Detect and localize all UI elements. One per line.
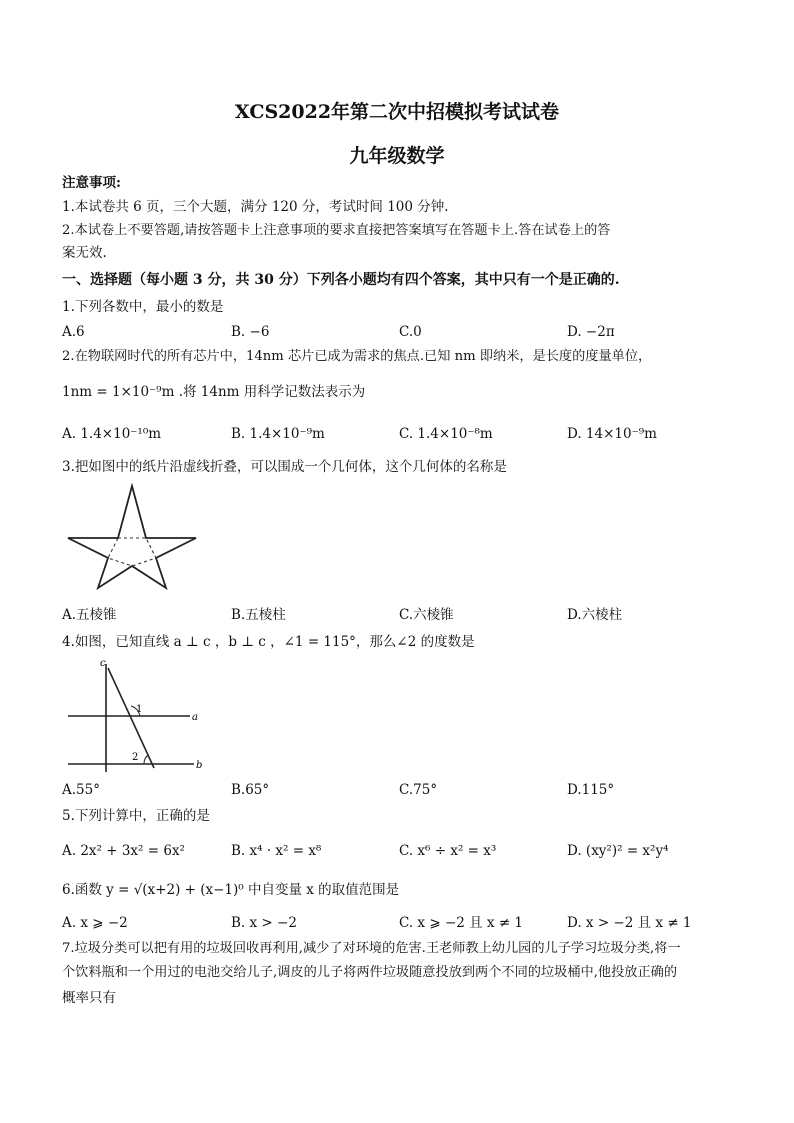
q2-option-d: D. 14×10⁻⁹m <box>567 426 657 442</box>
notice-item-2-line-2: 案无效. <box>62 245 107 261</box>
q2-option-b: B. 1.4×10⁻⁹m <box>231 426 325 442</box>
q3-option-d: D.六棱柱 <box>567 607 623 623</box>
q6-option-b: B. x > −2 <box>231 915 297 931</box>
q5-stem: 5.下列计算中，正确的是 <box>62 808 210 824</box>
q1-option-c: C.0 <box>399 324 422 340</box>
q7-line-1: 7.垃圾分类可以把有用的垃圾回收再利用,减少了对环境的危害.王老师教上幼儿园的儿子学习垃圾分类,将一 <box>62 941 681 956</box>
q5-option-a: A. 2x² + 3x² = 6x² <box>62 843 185 859</box>
q7-line-3: 概率只有 <box>62 990 116 1006</box>
label-angle-1: 1 <box>136 704 143 715</box>
q1-option-d: D. −2π <box>567 324 615 340</box>
q7-line-2: 个饮料瓶和一个用过的电池交给儿子,调皮的儿子将两件垃圾随意投放到两个不同的垃圾桶中,他投放正确的 <box>62 965 678 980</box>
notice-item-1: 1.本试卷共 6 页，三个大题，满分 120 分，考试时间 100 分钟. <box>62 199 449 215</box>
exam-subtitle: 九年级数学 <box>349 145 445 167</box>
star-net-figure <box>64 480 204 592</box>
q5-option-d: D. (xy²)² = x²y⁴ <box>567 843 669 859</box>
q1-stem: 1.下列各数中，最小的数是 <box>62 299 224 315</box>
q2-option-c: C. 1.4×10⁻⁸m <box>399 426 493 442</box>
q3-option-c: C.六棱锥 <box>399 607 454 623</box>
q6-option-c: C. x ⩾ −2 且 x ≠ 1 <box>399 915 524 931</box>
pentagon-dashed <box>108 538 156 566</box>
q2-option-a: A. 1.4×10⁻¹⁰m <box>62 426 162 442</box>
q5-option-b: B. x⁴ · x² = x⁸ <box>231 843 322 859</box>
notice-item-2-line-1: 2.本试卷上不要答题,请按答题卡上注意事项的要求直接把答案填写在答题卡上.答在试卷上的答 <box>62 223 611 238</box>
label-a: a <box>192 712 198 723</box>
q6-stem: 6.函数 y = √(x+2) + (x−1)⁰ 中自变量 x 的取值范围是 <box>62 882 400 898</box>
exam-title: XCS2022年第二次中招模拟考试试卷 <box>234 101 560 123</box>
q4-option-d: D.115° <box>567 782 615 798</box>
q1-option-a: A.6 <box>62 324 85 340</box>
q4-option-a: A.55° <box>62 782 100 798</box>
q3-option-a: A.五棱锥 <box>62 607 117 623</box>
q4-stem: 4.如图，已知直线 a ⊥ c ，b ⊥ c ，∠1 = 115°，那么∠2 的度数是 <box>62 634 475 650</box>
star-outline <box>68 486 196 588</box>
label-b: b <box>196 760 203 771</box>
notice-heading: 注意事项: <box>62 175 121 191</box>
q2-stem-2: 1nm = 1×10⁻⁹m .将 14nm 用科学记数法表示为 <box>62 384 366 400</box>
q6-option-a: A. x ⩾ −2 <box>62 915 128 931</box>
section-1-heading: 一、选择题（每小题 3 分，共 30 分）下列各小题均有四个答案，其中只有一个是正确的. <box>62 272 620 288</box>
label-c: c <box>100 658 106 669</box>
q4-option-c: C.75° <box>399 782 438 798</box>
transversal <box>108 668 154 768</box>
q3-stem: 3.把如图中的纸片沿虚线折叠，可以围成一个几何体，这个几何体的名称是 <box>62 459 507 475</box>
q2-stem: 2.在物联网时代的所有芯片中，14nm 芯片已成为需求的焦点.已知 nm 即纳米，是长度的度量单位， <box>62 349 652 364</box>
q3-option-b: B.五棱柱 <box>231 607 286 623</box>
q6-option-d: D. x > −2 且 x ≠ 1 <box>567 915 692 931</box>
label-angle-2: 2 <box>132 752 139 763</box>
q5-option-c: C. x⁶ ÷ x² = x³ <box>399 843 497 859</box>
q1-option-b: B. −6 <box>231 324 270 340</box>
parallel-lines-figure <box>64 656 214 776</box>
q4-option-b: B.65° <box>231 782 270 798</box>
